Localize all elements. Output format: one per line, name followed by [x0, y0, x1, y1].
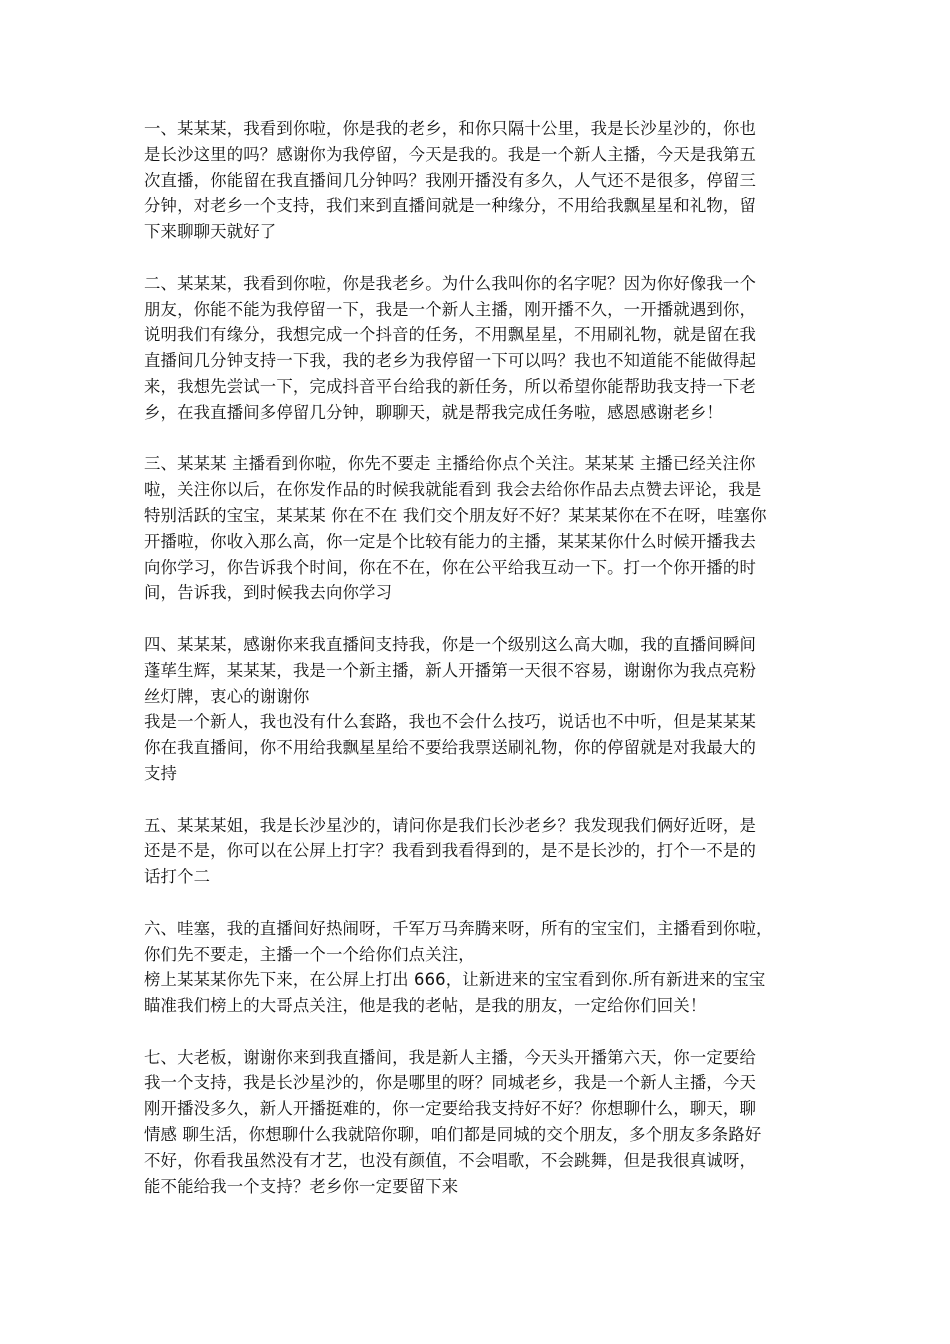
paragraph-6	[144, 916, 810, 1019]
text-line: 直播间几分钟支持一下我，我的老乡为我停留一下可以吗？我也不知道能不能做得起	[144, 351, 757, 371]
text-line: 五、某某某姐，我是长沙星沙的，请问你是我们长沙老乡？我发现我们俩好近呀，是	[144, 815, 757, 835]
text-line: 榜上某某某你先下来，在公屏上打出 666，让新进来的宝宝看到你.所有新进来的宝宝	[144, 970, 766, 990]
text-line: 六、哇塞，我的直播间好热闹呀，千军万马奔腾来呀，所有的宝宝们，主播看到你啦，	[144, 918, 773, 938]
text-line: 三、某某某 主播看到你啦，你先不要走 主播给你点个关注。某某某 主播已经关注你	[144, 454, 756, 474]
text-line: 来，我想先尝试一下，完成抖音平台给我的新任务，所以希望你能帮助我支持一下老	[144, 376, 757, 396]
text-line: 支持	[144, 763, 178, 783]
paragraph-1	[144, 116, 810, 245]
paragraph-5	[144, 813, 810, 890]
text-line: 间，告诉我，到时候我去向你学习	[144, 583, 393, 603]
text-line: 你在我直播间，你不用给我飘星星给不要给我票送刷礼物，你的停留就是对我最大的	[144, 738, 757, 758]
text-line: 二、某某某，我看到你啦，你是我老乡。为什么我叫你的名字呢？因为你好像我一个	[144, 273, 757, 293]
text-line: 四、某某某，感谢你来我直播间支持我，你是一个级别这么高大咖，我的直播间瞬间	[144, 634, 757, 654]
text-line: 朋友，你能不能为我停留一下，我是一个新人主播，刚开播不久，一开播就遇到你，	[144, 299, 757, 319]
text-line: 我是一个新人，我也没有什么套路，我也不会什么技巧，说话也不中听，但是某某某	[144, 712, 757, 732]
text-line: 情感 聊生活，你想聊什么我就陪你聊，咱们都是同城的交个朋友，多个朋友多条路好	[144, 1125, 762, 1145]
text-line: 话打个二	[144, 867, 211, 887]
text-line: 你们先不要走，主播一个一个给你们点关注，	[144, 944, 475, 964]
text-line: 刚开播没多久，新人开播挺难的，你一定要给我支持好不好？你想聊什么，聊天，聊	[144, 1099, 757, 1119]
text-line: 乡，在我直播间多停留几分钟，聊聊天，就是帮我完成任务啦，感恩感谢老乡！	[144, 402, 723, 422]
text-line: 丝灯牌，衷心的谢谢你	[144, 686, 310, 706]
text-line: 特别活跃的宝宝，某某某 你在不在 我们交个朋友好不好？某某某你在不在呀，哇塞你	[144, 505, 767, 525]
text-line: 不好，你看我虽然没有才艺，也没有颜值，不会唱歌，不会跳舞，但是我很真诚呀，	[144, 1150, 757, 1170]
text-line: 下来聊聊天就好了	[144, 222, 277, 242]
paragraph-2	[144, 271, 810, 426]
paragraph-3	[144, 451, 810, 606]
text-line: 是长沙这里的吗？感谢你为我停留，今天是我的。我是一个新人主播，今天是我第五	[144, 144, 757, 164]
text-line: 一、某某某，我看到你啦，你是我的老乡，和你只隔十公里，我是长沙星沙的，你也	[144, 119, 757, 138]
text-line: 我一个支持，我是长沙星沙的，你是哪里的呀？同城老乡，我是一个新人主播，今天	[144, 1073, 757, 1093]
paragraph-4	[144, 632, 810, 787]
text-line: 七、大老板，谢谢你来到我直播间，我是新人主播，今天头开播第六天，你一定要给	[144, 1047, 757, 1067]
text-line: 分钟，对老乡一个支持，我们来到直播间就是一种缘分，不用给我飘星星和礼物，留	[144, 196, 757, 216]
text-line: 还是不是，你可以在公屏上打字？我看到我看得到的，是不是长沙的，打个一不是的	[144, 841, 757, 861]
text-line: 说明我们有缘分，我想完成一个抖音的任务，不用飘星星，不用刷礼物，就是留在我	[144, 325, 757, 345]
paragraph-7	[144, 1045, 810, 1200]
text-line: 瞄准我们榜上的大哥点关注，他是我的老帖，是我的朋友，一定给你们回关！	[144, 996, 707, 1016]
text-line: 能不能给我一个支持？老乡你一定要留下来	[144, 1176, 459, 1196]
document-page	[144, 116, 810, 1225]
text-line: 啦，关注你以后，在你发作品的时候我就能看到 我会去给你作品去点赞去评论，我是	[144, 480, 762, 500]
text-line: 开播啦，你收入那么高，你一定是个比较有能力的主播，某某某你什么时候开播我去	[144, 531, 757, 551]
text-line: 次直播，你能留在我直播间几分钟吗？我刚开播没有多久，人气还不是很多，停留三	[144, 170, 757, 190]
text-line: 蓬荜生辉，某某某，我是一个新主播，新人开播第一天很不容易，谢谢你为我点亮粉	[144, 660, 757, 680]
text-line: 向你学习，你告诉我个时间，你在不在，你在公平给我互动一下。打一个你开播的时	[144, 557, 757, 577]
